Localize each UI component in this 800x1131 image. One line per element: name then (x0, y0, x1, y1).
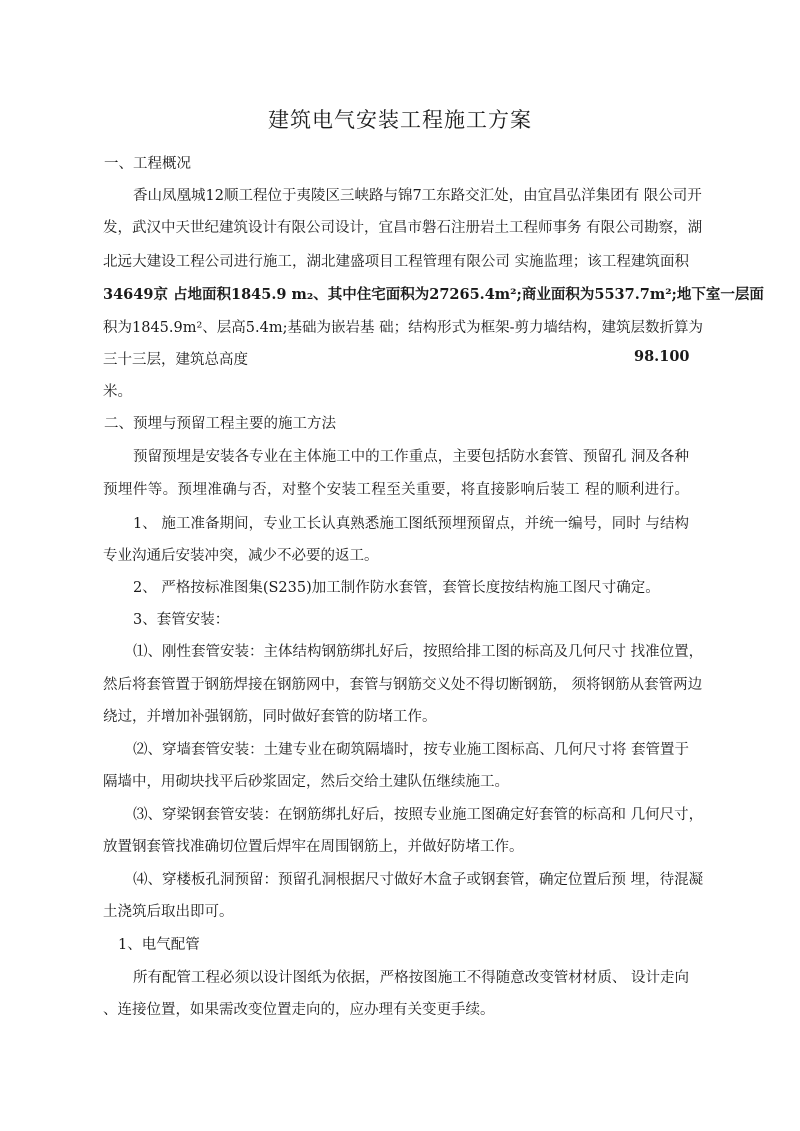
paragraph-line: 米。 (103, 384, 132, 400)
building-height-value: 98.100 (634, 348, 690, 365)
paragraph-line: 34649京 占地面积1845.9 m₂、其中住宅面积为27265.4m²;商业面积为5537.7m²;地下室一层面 (103, 286, 764, 303)
paragraph-line: 预留预埋是安装各专业在主体施工中的工作重点，主要包括防水套管、预留孔 洞及各种 (133, 449, 689, 465)
paragraph-line: 香山凤凰城12顺工程位于夷陵区三峡路与锦7工东路交汇处，由宜昌弘洋集团有 限公司开 (133, 188, 702, 204)
paragraph-line: 放置钢套管找准确切位置后焊牢在周围钢筋上，并做好防堵工作。 (103, 839, 524, 855)
paragraph-line: 北远大建设工程公司进行施工，湖北建盛项目工程管理有限公司 实施监理；该工程建筑面积 (103, 254, 689, 270)
list-item-3: 3、套管安装： (133, 612, 230, 628)
document-title: 建筑电气安装工程施工方案 (268, 108, 532, 132)
paragraph-line: 专业沟通后安装冲突，减少不必要的返工。 (103, 548, 379, 564)
section-heading-overview: 一、工程概况 (104, 156, 191, 172)
section-heading-methods: 二、预埋与预留工程主要的施工方法 (104, 416, 336, 432)
paragraph-line: 积为1845.9m²、层高5.4m;基础为嵌岩基 础；结构形式为框架-剪力墙结构，建筑层数折算为 (103, 320, 703, 336)
sub-item-3: ⑶、穿梁钢套管安装：在钢筋绑扎好后，按照专业施工图确定好套管的标高和 几何尺寸， (133, 807, 704, 823)
paragraph-line: 发，武汉中天世纪建筑设计有限公司设计，宜昌市磐石注册岩土工程师事务 有限公司勘察，湖 (103, 220, 703, 236)
paragraph-line: 隔墙中，用砌块找平后砂浆固定，然后交给土建队伍继续施工。 (103, 774, 509, 790)
paragraph-line (103, 348, 689, 369)
list-item-2: 2、 严格按标准图集(S235)加工制作防水套管，套管长度按结构施工图尺寸确定。 (133, 580, 660, 596)
sub-item-1: ⑴、刚性套管安装：主体结构钢筋绑扎好后，按照给排工图的标高及几何尺寸 找准位置， (133, 644, 704, 660)
sub-item-4: ⑷、穿楼板孔洞预留：预留孔洞根据尺寸做好木盒子或钢套管，确定位置后预 埋，待混凝 (133, 872, 704, 888)
paragraph-line: 绕过，并增加补强钢筋，同时做好套管的防堵工作。 (103, 709, 437, 725)
list-item-1: 1、 施工准备期间，专业工长认真熟悉施工图纸预埋预留点，并统一编号，同时 与结构 (133, 516, 689, 532)
subsection-heading-electrical: 1、电气配管 (118, 937, 200, 953)
paragraph-line: 所有配管工程必须以设计图纸为依据，严格按图施工不得随意改变管材材质、 设计走向 (133, 970, 689, 986)
paragraph-line: 、连接位置，如果需改变位置走向的，应办理有关变更手续。 (103, 1002, 495, 1018)
paragraph-line: 然后将套管置于钢筋焊接在钢筋网中，套管与钢筋交义处不得切断钢筋， 须将钢筋从套管两边 (103, 677, 703, 693)
building-height-label: 三十三层，建筑总高度 (103, 352, 248, 368)
paragraph-line: 预埋件等。预埋准确与否，对整个安装工程至关重要，将直接影响后装工 程的顺利进行。 (103, 482, 689, 498)
sub-item-2: ⑵、穿墙套管安装：土建专业在砌筑隔墙时，按专业施工图标高、几何尺寸将 套管置于 (133, 742, 689, 758)
paragraph-line: 土浇筑后取出即可。 (103, 904, 234, 920)
